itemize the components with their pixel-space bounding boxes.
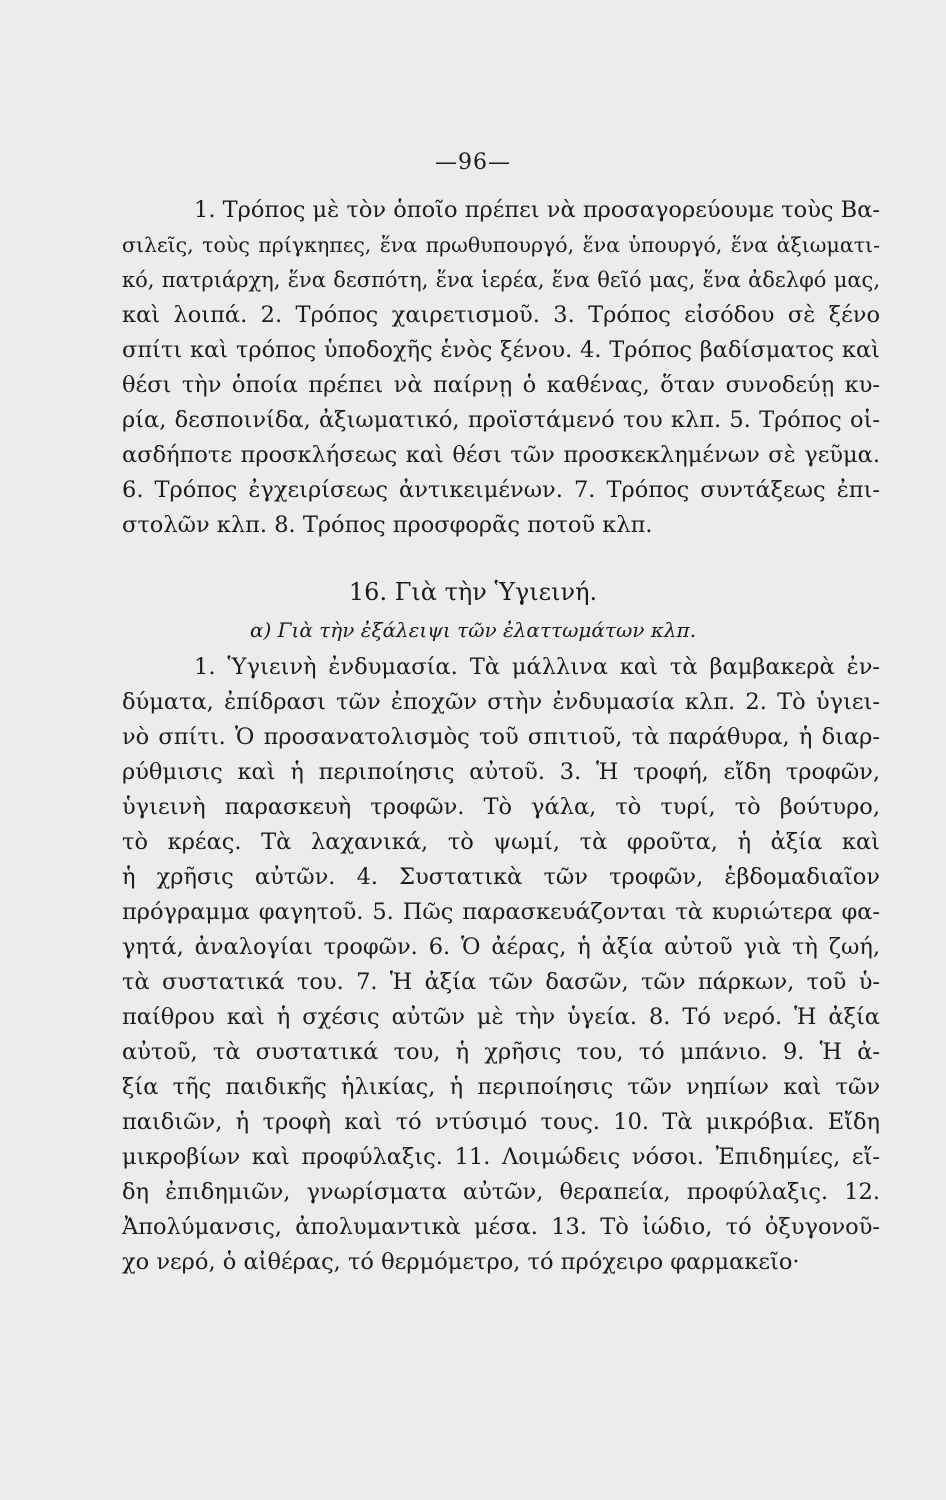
text-line: δη ἐπιδημιῶν, γνωρίσματα αὐτῶν, θεραπεία, προφύλαξις. 12.	[122, 1179, 880, 1205]
text-line: χο νερό, ὁ αἰθέρας, τό θερμόμετρο, τό πρόχειρο φαρμακεῖο·	[122, 1249, 800, 1275]
text-line: ἡ χρῆσις αὐτῶν. 4. Συστατικὰ τῶν τροφῶν, ἑβδομαδιαῖον	[122, 864, 880, 890]
text-line: τὸ κρέας. Τὰ λαχανικά, τὸ ψωμί, τὰ φροῦτα, ἡ ἀξία καὶ	[122, 829, 880, 855]
text-line: ξία τῆς παιδικῆς ἡλικίας, ἡ περιποίησις τῶν νηπίων καὶ τῶν	[122, 1074, 880, 1100]
text-line: 1. Ὑγιεινὴ ἐνδυμασία. Τὰ μάλλινα καὶ τὰ βαμβακερὰ ἐν-	[194, 654, 880, 680]
text-line: ρία, δεσποινίδα, ἀξιωματικό, προϊστάμενό του κλπ. 5. Τρόπος οἱ-	[122, 407, 880, 433]
text-line: θέσι τὴν ὁποία πρέπει νὰ παίρνῃ ὁ καθένας, ὅταν συνοδεύῃ κυ-	[122, 372, 880, 398]
text-line: 6. Τρόπος ἐγχειρίσεως ἀντικειμένων. 7. Τρόπος συντάξεως ἐπι-	[122, 477, 880, 503]
text-line: καὶ λοιπά. 2. Τρόπος χαιρετισμοῦ. 3. Τρόπος εἰσόδου σὲ ξένο	[122, 302, 880, 328]
text-line: γητά, ἀναλογίαι τροφῶν. 6. Ὁ ἀέρας, ἡ ἀξία αὐτοῦ γιὰ τὴ ζωή,	[122, 934, 880, 960]
text-line: σιλεῖς, τοὺς πρίγκηπες, ἕνα πρωθυπουργό, ἕνα ὑπουργό, ἕνα ἀξιωματι-	[122, 233, 880, 257]
text-line: στολῶν κλπ. 8. Τρόπος προσφορᾶς ποτοῦ κλπ.	[122, 512, 653, 538]
text-line: πρόγραμμα φαγητοῦ. 5. Πῶς παρασκευάζονται τὰ κυριώτερα φα-	[122, 899, 880, 925]
text-line: νὸ σπίτι. Ὁ προσανατολισμὸς τοῦ σπιτιοῦ, τὰ παράθυρα, ἡ διαρ-	[122, 724, 880, 750]
text-line: μικροβίων καὶ προφύλαξις. 11. Λοιμώδεις νόσοι. Ἐπιδημίες, εἴ-	[122, 1144, 880, 1170]
paragraph-hygiene	[122, 650, 880, 1280]
text-line: Ἀπολύμανσις, ἀπολυμαντικὰ μέσα. 13. Τὸ ἰώδιο, τό ὀξυγονοῦ-	[122, 1214, 880, 1240]
text-line: σπίτι καὶ τρόπος ὑποδοχῆς ἑνὸς ξένου. 4. Τρόπος βαδίσματος καὶ	[122, 337, 880, 363]
text-line: κό, πατριάρχη, ἕνα δεσπότη, ἕνα ἱερέα, ἕνα θεῖό μας, ἕνα ἀδελφό μας,	[122, 268, 880, 292]
text-line: παιδιῶν, ἡ τροφὴ καὶ τό ντύσιμό τους. 10. Τὰ μικρόβια. Εἴδη	[122, 1109, 880, 1135]
text-line: ὑγιεινὴ παρασκευὴ τροφῶν. Τὸ γάλα, τὸ τυρί, τὸ βούτυρο,	[122, 794, 880, 820]
page-number: —96—	[435, 150, 511, 175]
text-line: παίθρου καὶ ἡ σχέσις αὐτῶν μὲ τὴν ὑγεία. 8. Τό νερό. Ἡ ἀξία	[122, 1004, 880, 1030]
text-line: αὐτοῦ, τὰ συστατικά του, ἡ χρῆσις του, τό μπάνιο. 9. Ἡ ἀ-	[122, 1039, 880, 1065]
text-line: δύματα, ἐπίδρασι τῶν ἐποχῶν στὴν ἐνδυμασία κλπ. 2. Τὸ ὑγιει-	[122, 689, 880, 715]
paragraph-etiquette	[122, 193, 880, 543]
text-line: ρύθμισις καὶ ἡ περιποίησις αὐτοῦ. 3. Ἡ τροφή, εἴδη τροφῶν,	[122, 759, 880, 785]
text-line: ασδήποτε προσκλήσεως καὶ θέσι τῶν προσκεκλημένων σὲ γεῦμα.	[122, 442, 880, 468]
text-line: 1. Τρόπος μὲ τὸν ὁποῖο πρέπει νὰ προσαγορεύουμε τοὺς Βα-	[194, 197, 880, 223]
text-line: τὰ συστατικά του. 7. Ἡ ἀξία τῶν δασῶν, τῶν πάρκων, τοῦ ὑ-	[122, 969, 880, 995]
section-heading: 16. Γιὰ τὴν Ὑγιεινή.	[348, 578, 598, 606]
subheading: α) Γιὰ τὴν ἐξάλειψι τῶν ἐλαττωμάτων κλπ.	[249, 618, 697, 642]
